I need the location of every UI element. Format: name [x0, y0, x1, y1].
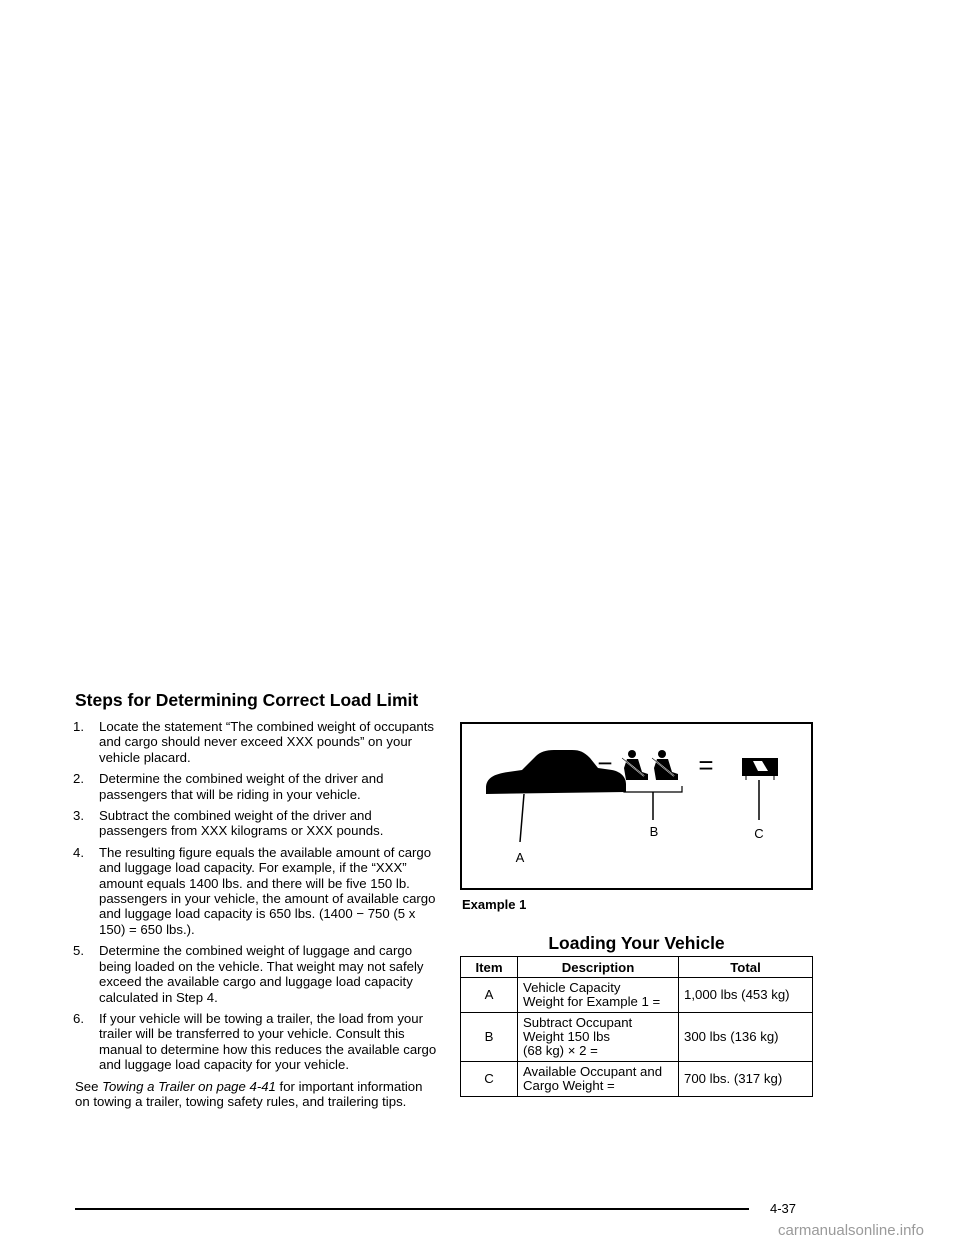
- description-cell: Subtract Occupant Weight 150 lbs (68 kg) × 2 =: [518, 1013, 679, 1062]
- item-cell: C: [461, 1062, 518, 1097]
- load-limit-section: [75, 690, 440, 1109]
- step-item: 1. Locate the statement “The combined weight of occupants and cargo should never exceed XXX pounds” on your vehicle placard.: [73, 719, 435, 765]
- loading-table: [460, 956, 813, 1097]
- step-item: 2. Determine the combined weight of the driver and passengers that will be riding in your vehicle.: [73, 771, 384, 802]
- table-title: Loading Your Vehicle: [548, 933, 725, 953]
- total-cell: 1,000 lbs (453 kg): [679, 978, 813, 1013]
- step-item: 3. Subtract the combined weight of the driver and passengers from XXX kilograms or XXX pounds.: [73, 808, 384, 839]
- steps-list: [75, 719, 440, 1073]
- description-cell: Available Occupant and Cargo Weight =: [518, 1062, 679, 1097]
- label-b: B: [649, 824, 659, 839]
- cargo-icon: [742, 758, 778, 780]
- occupant-icon: [622, 750, 648, 780]
- step-item: 4. The resulting figure equals the available amount of cargo and luggage load capacity. For example, if the “XXX” amount equals 1400 lbs. and there will be five 150 lb. passengers in your vehicle, the amount of available cargo and luggage load capacity is 650 lbs. (1400 − 750 (5 x 150) = 650 lbs.).: [73, 844, 436, 937]
- step-item: 5. Determine the combined weight of luggage and cargo being loaded on the vehicle. That weight may not safely exceed the available cargo and luggage load capacity calculated in Step 4.: [73, 943, 424, 1005]
- step-item: 6. If your vehicle will be towing a trailer, the load from your trailer will be transferred to your vehicle. Consult this manual to determine how this reduces the available cargo and luggage load capacity for your vehicle.: [73, 1010, 437, 1073]
- footer-rule: [75, 1208, 749, 1210]
- column-header: Description: [518, 957, 679, 978]
- example-figure: [460, 722, 813, 890]
- item-cell: B: [461, 1013, 518, 1062]
- table-row: [461, 978, 813, 1013]
- column-header: Item: [461, 957, 518, 978]
- description-cell: Vehicle Capacity Weight for Example 1 =: [518, 978, 679, 1013]
- section-heading: Steps for Determining Correct Load Limit: [75, 690, 419, 710]
- load-illustration: [462, 724, 811, 888]
- table-header-row: [461, 957, 813, 978]
- column-header: Total: [679, 957, 813, 978]
- figure-caption: Example 1: [462, 897, 527, 912]
- total-cell: 300 lbs (136 kg): [679, 1013, 813, 1062]
- towing-link[interactable]: Towing a Trailer on page 4-41: [102, 1078, 276, 1094]
- minus-sign: −: [597, 748, 613, 778]
- page-number: 4-37: [770, 1201, 797, 1216]
- occupant-icon: [652, 750, 678, 780]
- watermark: carmanualsonline.info: [778, 1222, 924, 1239]
- label-c: C: [754, 826, 764, 841]
- see-also-note: See Towing a Trailer on page 4-41 for important information on towing a trailer, towing safety rules, and trailering tips.: [75, 1078, 423, 1109]
- label-a: A: [515, 850, 525, 865]
- equals-sign: =: [698, 750, 714, 780]
- table-row: [461, 1062, 813, 1097]
- item-cell: A: [461, 978, 518, 1013]
- total-cell: 700 lbs. (317 kg): [679, 1062, 813, 1097]
- table-row: [461, 1013, 813, 1062]
